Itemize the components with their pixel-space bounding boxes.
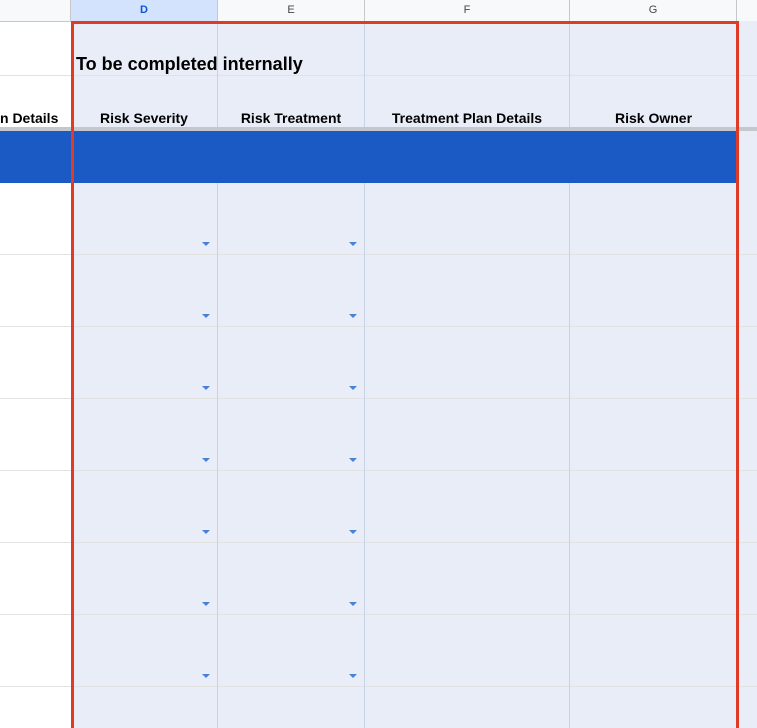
header-treatment-details-partial: n Details xyxy=(0,110,59,126)
risk-treatment-cell[interactable] xyxy=(218,543,364,614)
chevron-down-icon[interactable] xyxy=(202,602,210,606)
risk-treatment-cell[interactable] xyxy=(218,183,364,254)
chevron-down-icon[interactable] xyxy=(202,314,210,318)
chevron-down-icon[interactable] xyxy=(202,458,210,462)
risk-treatment-cell[interactable] xyxy=(218,327,364,398)
risk-owner-cell[interactable] xyxy=(570,543,737,614)
treatment-plan-details-cell[interactable] xyxy=(365,399,569,470)
chevron-down-icon[interactable] xyxy=(349,602,357,606)
risk-treatment-cell[interactable] xyxy=(218,255,364,326)
risk-owner-cell[interactable] xyxy=(570,183,737,254)
risk-owner-cell[interactable] xyxy=(570,471,737,542)
chevron-down-icon[interactable] xyxy=(202,530,210,534)
risk-owner-cell[interactable] xyxy=(570,327,737,398)
risk-severity-cell[interactable] xyxy=(71,255,217,326)
risk-owner-cell[interactable] xyxy=(570,255,737,326)
column-header-d[interactable]: D xyxy=(71,0,218,21)
header-risk-owner: Risk Owner xyxy=(614,110,693,126)
risk-severity-cell[interactable] xyxy=(71,543,217,614)
chevron-down-icon[interactable] xyxy=(349,674,357,678)
risk-severity-cell[interactable] xyxy=(71,399,217,470)
risk-severity-cell[interactable] xyxy=(71,615,217,686)
chevron-down-icon[interactable] xyxy=(202,674,210,678)
row-divider xyxy=(0,686,757,687)
treatment-plan-details-cell[interactable] xyxy=(365,471,569,542)
chevron-down-icon[interactable] xyxy=(202,386,210,390)
column-header-bar xyxy=(0,0,757,22)
risk-severity-cell[interactable] xyxy=(71,471,217,542)
treatment-plan-details-cell[interactable] xyxy=(365,255,569,326)
header-risk-treatment: Risk Treatment xyxy=(240,110,342,126)
chevron-down-icon[interactable] xyxy=(349,458,357,462)
column-header-f[interactable]: F xyxy=(365,0,570,21)
column-header-g[interactable]: G xyxy=(570,0,737,21)
treatment-plan-details-cell[interactable] xyxy=(365,327,569,398)
treatment-plan-details-cell[interactable] xyxy=(365,543,569,614)
header-treatment-plan-details: Treatment Plan Details xyxy=(391,110,543,126)
section-band-row xyxy=(0,131,737,183)
row-divider xyxy=(0,75,757,76)
chevron-down-icon[interactable] xyxy=(349,386,357,390)
treatment-plan-details-cell[interactable] xyxy=(365,615,569,686)
risk-treatment-cell[interactable] xyxy=(218,615,364,686)
section-title: To be completed internally xyxy=(76,54,303,74)
column-header-h-partial[interactable] xyxy=(737,0,757,21)
chevron-down-icon[interactable] xyxy=(349,242,357,246)
chevron-down-icon[interactable] xyxy=(349,530,357,534)
chevron-down-icon[interactable] xyxy=(349,314,357,318)
risk-severity-cell[interactable] xyxy=(71,327,217,398)
chevron-down-icon[interactable] xyxy=(202,242,210,246)
treatment-plan-details-cell[interactable] xyxy=(365,183,569,254)
risk-owner-cell[interactable] xyxy=(570,399,737,470)
column-header-e[interactable]: E xyxy=(218,0,365,21)
risk-severity-cell[interactable] xyxy=(71,183,217,254)
column-header-c-partial[interactable] xyxy=(0,0,71,21)
risk-treatment-cell[interactable] xyxy=(218,471,364,542)
risk-owner-cell[interactable] xyxy=(570,615,737,686)
header-risk-severity: Risk Severity xyxy=(100,110,188,126)
risk-treatment-cell[interactable] xyxy=(218,399,364,470)
